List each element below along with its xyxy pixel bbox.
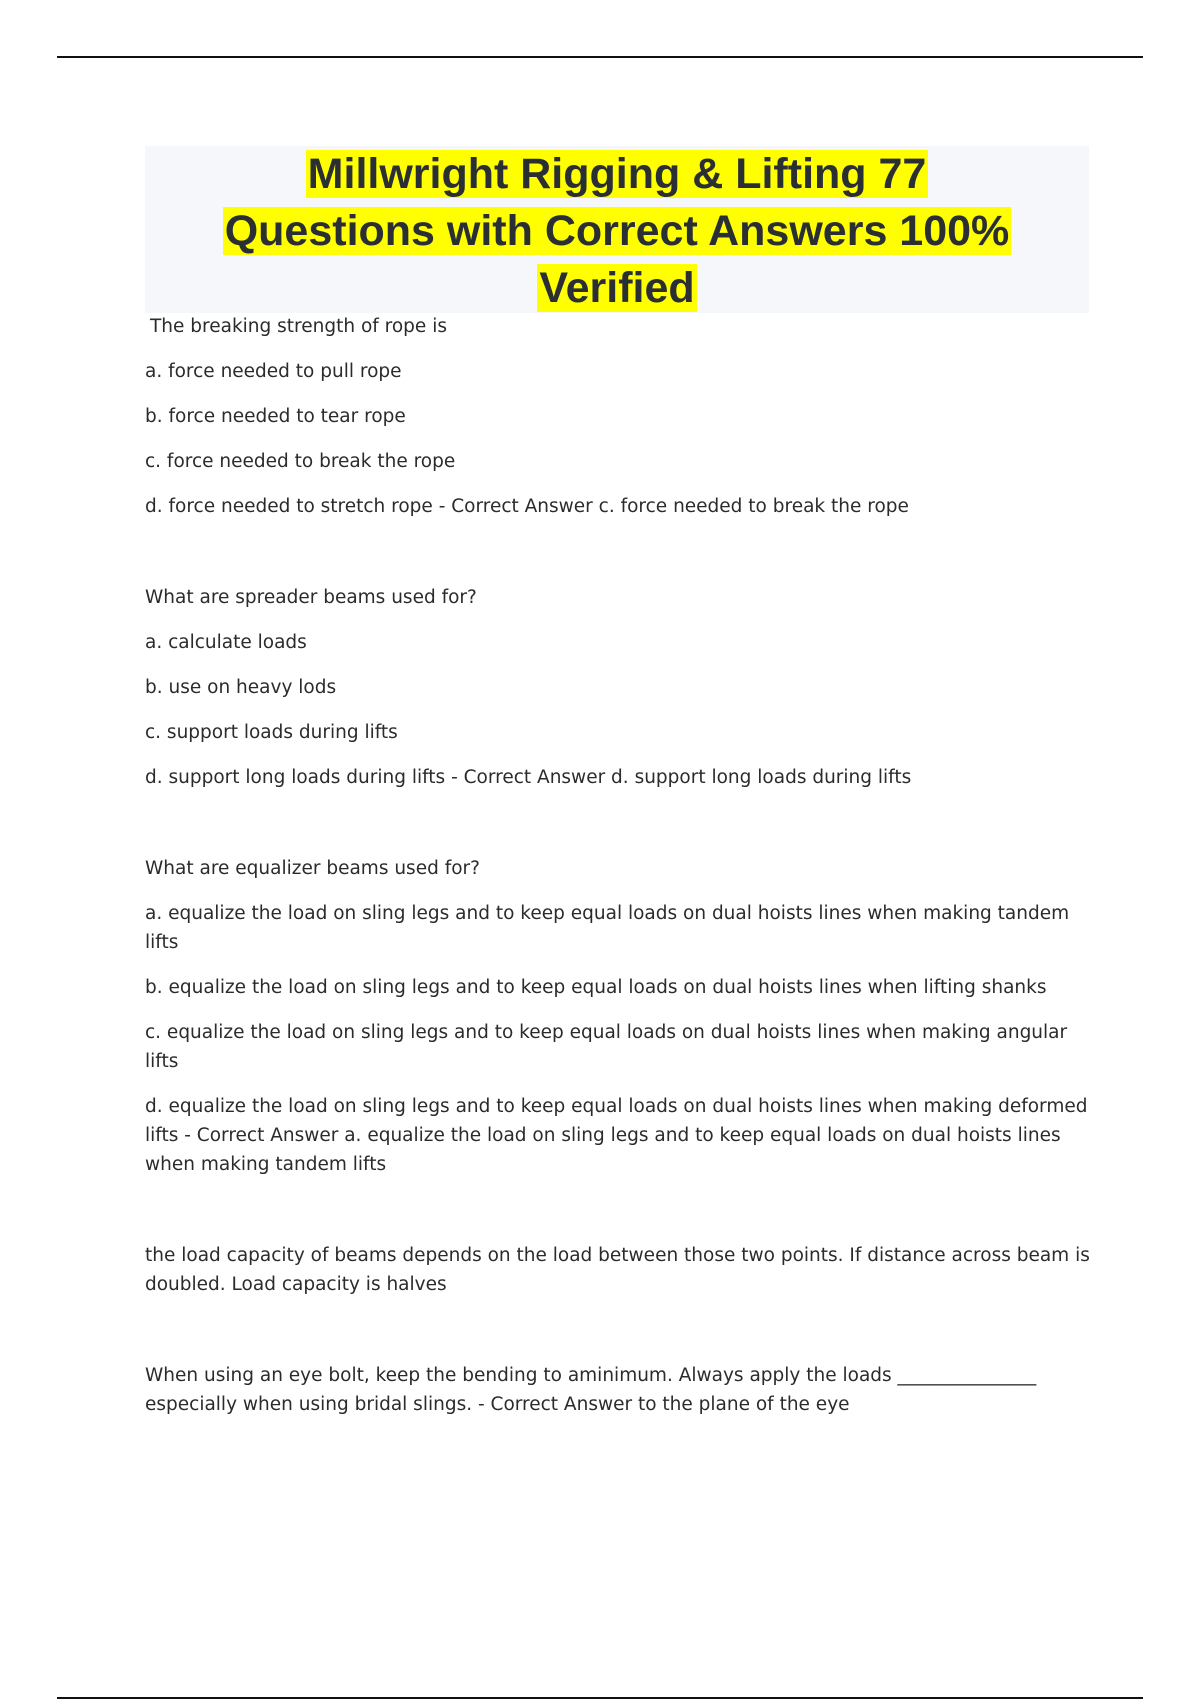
answer-option-c: c. force needed to break the rope (145, 451, 456, 472)
answer-option-a: a. equalize the load on sling legs and to keep equal loads on dual hoists lines when making tandem lifts (145, 903, 1070, 953)
answer-option-c: c. support loads during lifts (145, 722, 398, 743)
question-3 (145, 854, 1090, 1179)
answer-option-b: b. use on heavy lods (145, 677, 337, 698)
question-stem: What are equalizer beams used for? (145, 858, 480, 879)
question-1 (145, 312, 1090, 521)
question-2 (145, 583, 1090, 792)
answer-option-b: b. force needed to tear rope (145, 406, 406, 427)
answer-option-b: b. equalize the load on sling legs and to keep equal loads on dual hoists lines when lifting shanks (145, 977, 1047, 998)
question-stem: the load capacity of beams depends on the load between those two points. If distance across beam is doubled. Load capacity is halves (145, 1245, 1090, 1295)
answer-option-d: d. force needed to stretch rope - Correct Answer c. force needed to break the rope (145, 496, 909, 517)
question-5 (145, 1361, 1090, 1419)
document-title (145, 146, 1089, 317)
question-stem: What are spreader beams used for? (145, 587, 477, 608)
question-stem: The breaking strength of rope is (150, 316, 447, 337)
question-list (145, 312, 1090, 1419)
answer-option-a: a. calculate loads (145, 632, 307, 653)
question-stem: When using an eye bolt, keep the bending to aminimum. Always apply the loads _______________ especially when using bridal slings. - Correct Answer to the plane of the eye (145, 1365, 1037, 1415)
title-line-3: Verified (539, 264, 695, 312)
answer-option-c: c. equalize the load on sling legs and to keep equal loads on dual hoists lines when making angular lifts (145, 1022, 1068, 1072)
title-line-1: Millwright Rigging & Lifting 77 (307, 150, 927, 198)
question-4 (145, 1241, 1090, 1299)
answer-option-d: d. support long loads during lifts - Correct Answer d. support long loads during lifts (145, 767, 912, 788)
title-line-2: Questions with Correct Answers 100% (224, 207, 1010, 255)
header-rule (57, 56, 1143, 58)
answer-option-a: a. force needed to pull rope (145, 361, 402, 382)
answer-option-d: d. equalize the load on sling legs and to keep equal loads on dual hoists lines when making deformed lifts - Correct Answer a. equalize the load on sling legs and to keep equal loads on dual hoists lines when making tandem lifts (145, 1096, 1088, 1175)
footer-rule (57, 1697, 1143, 1699)
